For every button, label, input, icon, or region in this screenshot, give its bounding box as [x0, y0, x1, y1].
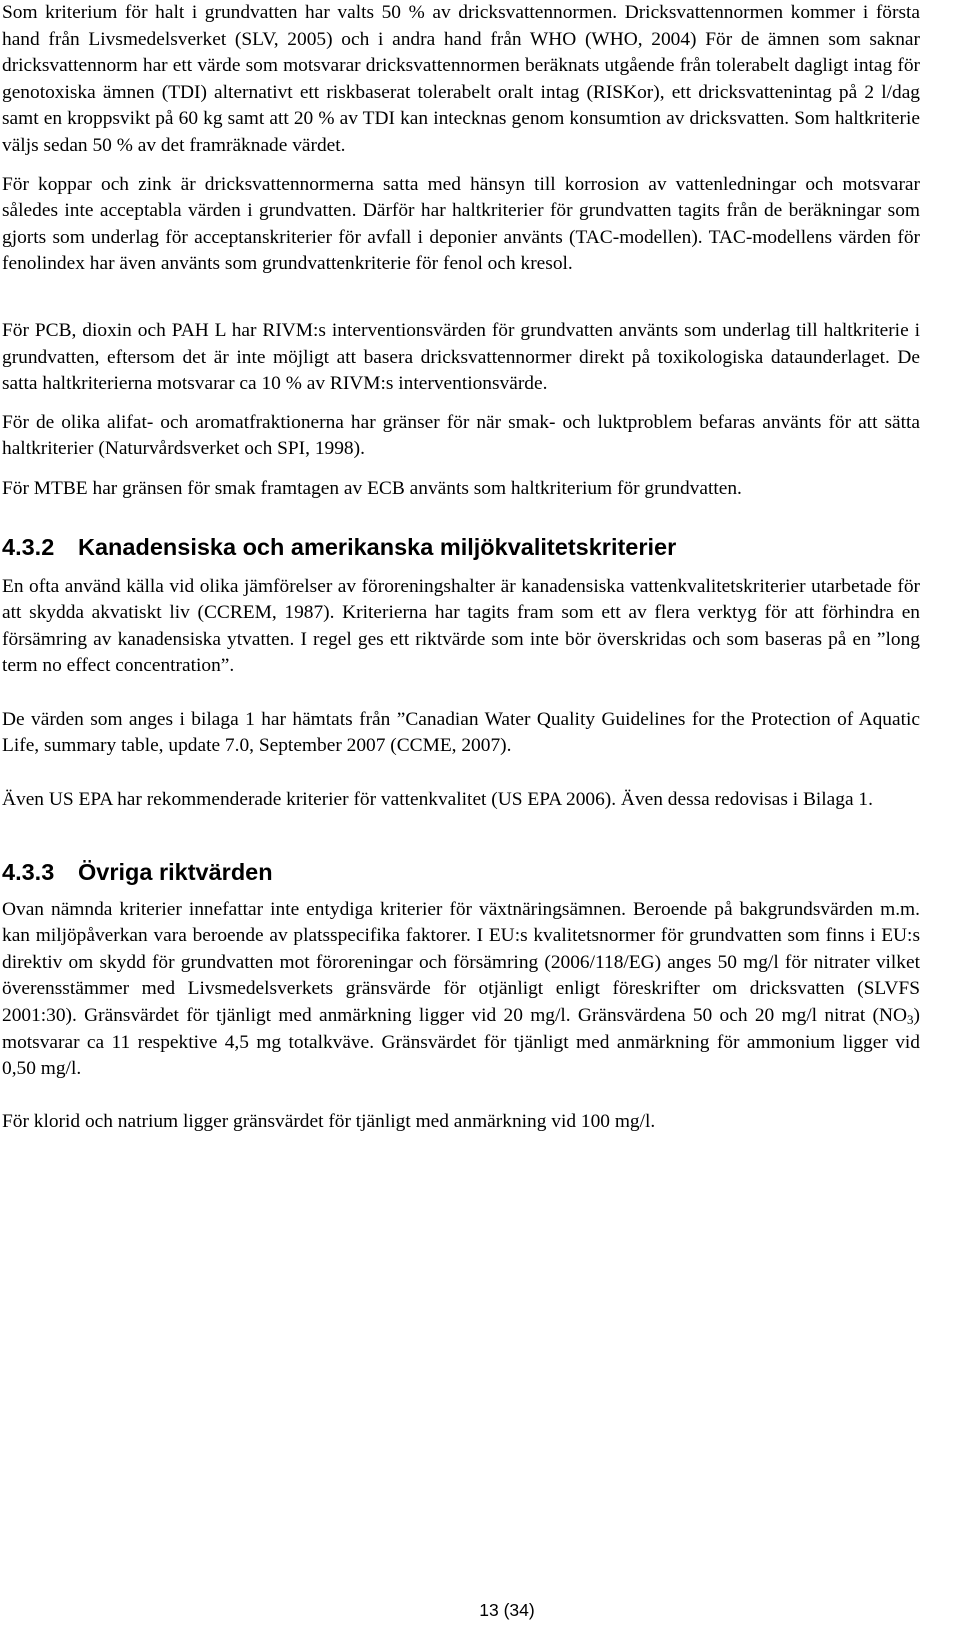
document-page [2, 0, 920, 1135]
heading-section-4-3-3 [2, 857, 920, 887]
paragraph-us-epa: Även US EPA har rekommenderade kriterier för vattenkvalitet (US EPA 2006). Även dessa redovisas i Bilaga 1. [2, 789, 873, 811]
heading-title: Kanadensiska och amerikanska miljökvalitetskriterier [78, 533, 677, 560]
heading-title: Övriga riktvärden [78, 858, 273, 885]
paragraph-copper-zinc: För koppar och zink är dricksvattennormerna satta med hänsyn till korrosion av vattenledningar och motsvarar således inte acceptabla värden i grundvatten. Därför har haltkriterier för grundvatten tagits från de beräkningar som gjorts som underlag för acceptanskriterier för avfall i deponier använts (TAC-modellen). TAC-modellens värden för fenolindex har även använts som grundvattenkriterie för fenol och kresol. [2, 173, 920, 275]
heading-number: 4.3.3 [2, 858, 55, 885]
text-run: ) motsvarar ca 11 respektive 4,5 mg totalkväve. Gränsvärdet för tjänligt med anmärkning för ammonium ligger vid 0,50 mg/l. [2, 1005, 920, 1080]
paragraph-drinking-water-criteria: Som kriterium för halt i grundvatten har valts 50 % av dricksvattennormen. Dricksvattennormen kommer i första hand från Livsmedelsverket (SLV, 2005) och i andra hand från WHO (WHO, 2004) För de ämnen som saknar dricksvattennorm har ett värde som motsvarar dricksvattennormen beräknats utgående från tolerabelt dagligt intag för genotoxiska ämnen (TDI) alternativt ett riskbaserat tolerabelt oralt intag (RISKor), ett dricksvattenintag på 2 l/dag samt en kroppsvikt på 60 kg samt att 20 % av TDI kan intecknas genom konsumtion av dricksvatten. Som haltkriterie väljs sedan 50 % av det framräknade värdet. [2, 2, 920, 156]
subscript-3: 3 [907, 1012, 914, 1028]
paragraph-chloride-sodium: För klorid och natrium ligger gränsvärdet för tjänligt med anmärkning vid 100 mg/l. [2, 1110, 656, 1132]
heading-number: 4.3.2 [2, 533, 55, 560]
paragraph-canadian-guidelines-source: De värden som anges i bilaga 1 har hämtats från ”Canadian Water Quality Guidelines for the Protection of Aquatic Life, summary table, update 7.0, September 2007 (CCME, 2007). [2, 708, 920, 757]
paragraph-aliphatic-aromatic: För de olika alifat- och aromatfraktionerna har gränser för när smak- och luktproblem befaras använts för att sätta haltkriterier (Naturvårdsverket och SPI, 1998). [2, 411, 920, 460]
paragraph-pcb-dioxin-pah: För PCB, dioxin och PAH L har RIVM:s interventionsvärden för grundvatten använts som underlag till haltkriterie i grundvatten, eftersom det är inte möjligt att basera dricksvattennormer direkt på toxikologiska dataunderlaget. De satta haltkriterierna motsvarar ca 10 % av RIVM:s interventionsvärde. [2, 319, 920, 395]
page-footer [0, 1599, 960, 1621]
page-number: 13 (34) [479, 1600, 535, 1620]
paragraph-canadian-criteria: En ofta använd källa vid olika jämförelser av föroreningshalter är kanadensiska vattenkvalitetskriterier utarbetade för att skydda akvatiskt liv (CCREM, 1987). Kriterierna har tagits fram som ett av flera verktyg för att förhindra en försämring av kanadensiska ytvatten. I regel ges ett riktvärde som inte bör överskridas och som baseras på en ”long term no effect concentration”. [2, 575, 920, 677]
paragraph-nutrient-criteria [2, 897, 920, 1083]
paragraph-mtbe: För MTBE har gränsen för smak framtagen av ECB använts som haltkriterium för grundvatten. [2, 477, 742, 499]
heading-section-4-3-2 [2, 532, 920, 562]
text-run: Ovan nämnda kriterier innefattar inte entydiga kriterier för växtnäringsämnen. Beroende på bakgrundsvärden m.m. kan miljöpåverkan vara beroende av platsspecifika faktorer. I EU:s kvalitetsnormer för grundvatten som finns i EU:s direktiv om skydd för grundvatten mot föroreningar och försämring (2006/118/EG) anges 50 mg/l för nitrater vilket överensstämmer med Livsmedelsverkets gränsvärde för otjänligt enligt föreskrifter om dricksvatten (SLVFS 2001:30). Gränsvärdet för tjänligt med anmärkning ligger vid 20 mg/l. Gränsvärdena 50 och 20 mg/l nitrat (NO [2, 898, 920, 1027]
